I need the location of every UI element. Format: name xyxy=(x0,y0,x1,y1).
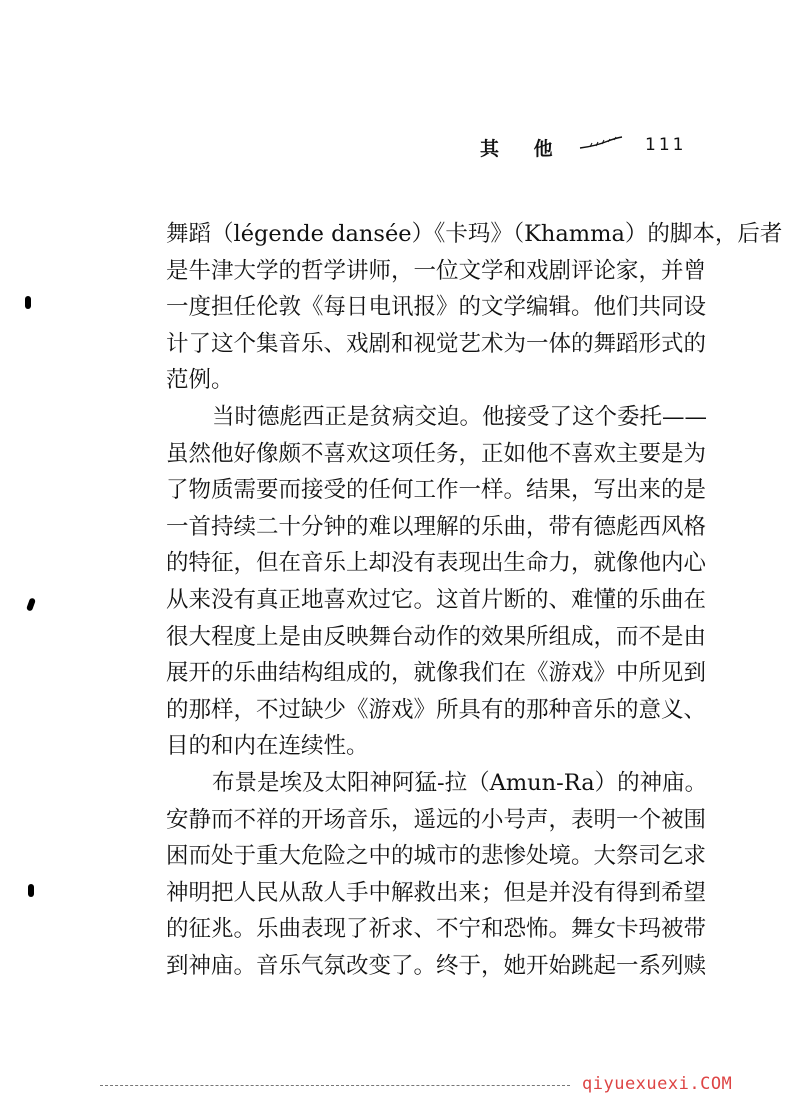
body-text xyxy=(166,216,783,984)
text-line: 安静而不祥的开场音乐，遥远的小号声，表明一个被围 xyxy=(166,806,707,833)
text-line: 舞蹈（légende dansée）《卡玛》（Khamma）的脚本，后者 xyxy=(166,221,783,247)
text-line: 是牛津大学的哲学讲师，一位文学和戏剧评论家，并曾 xyxy=(166,257,707,284)
header-title: 其 他 xyxy=(480,138,567,160)
text-line: 神明把人民从敌人手中解救出来；但是并没有得到希望 xyxy=(166,879,707,906)
text-line: 布景是埃及太阳神阿猛-拉（Amun-Ra）的神庙。 xyxy=(212,769,708,796)
text-line: 了物质需要而接受的任何工作一样。结果，写出来的是 xyxy=(166,477,707,504)
text-line: 范例。 xyxy=(166,367,234,394)
paragraph-2 xyxy=(166,399,731,765)
text-line: 很大程度上是由反映舞台动作的效果所组成，而不是由 xyxy=(166,623,707,650)
binding-hole-mark xyxy=(28,884,34,897)
running-header xyxy=(480,134,700,160)
paragraph-3 xyxy=(166,765,731,985)
site-watermark: qiyuexuexi.COM xyxy=(582,1074,733,1094)
text-line: 计了这个集音乐、戏剧和视觉艺术为一体的舞蹈形式的 xyxy=(166,330,707,357)
text-line: 困而处于重大危险之中的城市的悲惨处境。大祭司乞求 xyxy=(166,843,707,870)
text-line: 虽然他好像颇不喜欢这项任务，正如他不喜欢主要是为 xyxy=(166,440,707,467)
text-line: 从来没有真正地喜欢过它。这首片断的、难懂的乐曲在 xyxy=(166,586,707,613)
text-line: 目的和内在连续性。 xyxy=(166,733,369,760)
binding-hole-mark xyxy=(26,597,36,611)
text-line: 的那样，不过缺少《游戏》所具有的那种音乐的意义、 xyxy=(166,696,707,723)
text-line: 展开的乐曲结构组成的，就像我们在《游戏》中所见到 xyxy=(166,660,707,687)
text-line: 一首持续二十分钟的难以理解的乐曲，带有德彪西风格 xyxy=(166,513,707,540)
text-line: 一度担任伦敦《每日电讯报》的文学编辑。他们共同设 xyxy=(166,294,707,321)
text-line: 的征兆。乐曲表现了祈求、不宁和恐怖。舞女卡玛被带 xyxy=(166,916,707,943)
page-number: 111 xyxy=(645,135,687,155)
scan-edge-line xyxy=(100,1085,570,1086)
text-line: 的特征，但在音乐上却没有表现出生命力，就像他内心 xyxy=(166,550,707,577)
text-line: 当时德彪西正是贫病交迫。他接受了这个委托—— xyxy=(212,403,708,430)
paragraph-1 xyxy=(166,216,783,399)
text-line: 到神庙。音乐气氛改变了。终于，她开始跳起一系列赎 xyxy=(166,952,707,979)
binding-hole-mark xyxy=(25,296,31,309)
quill-ornament-icon xyxy=(578,136,624,150)
